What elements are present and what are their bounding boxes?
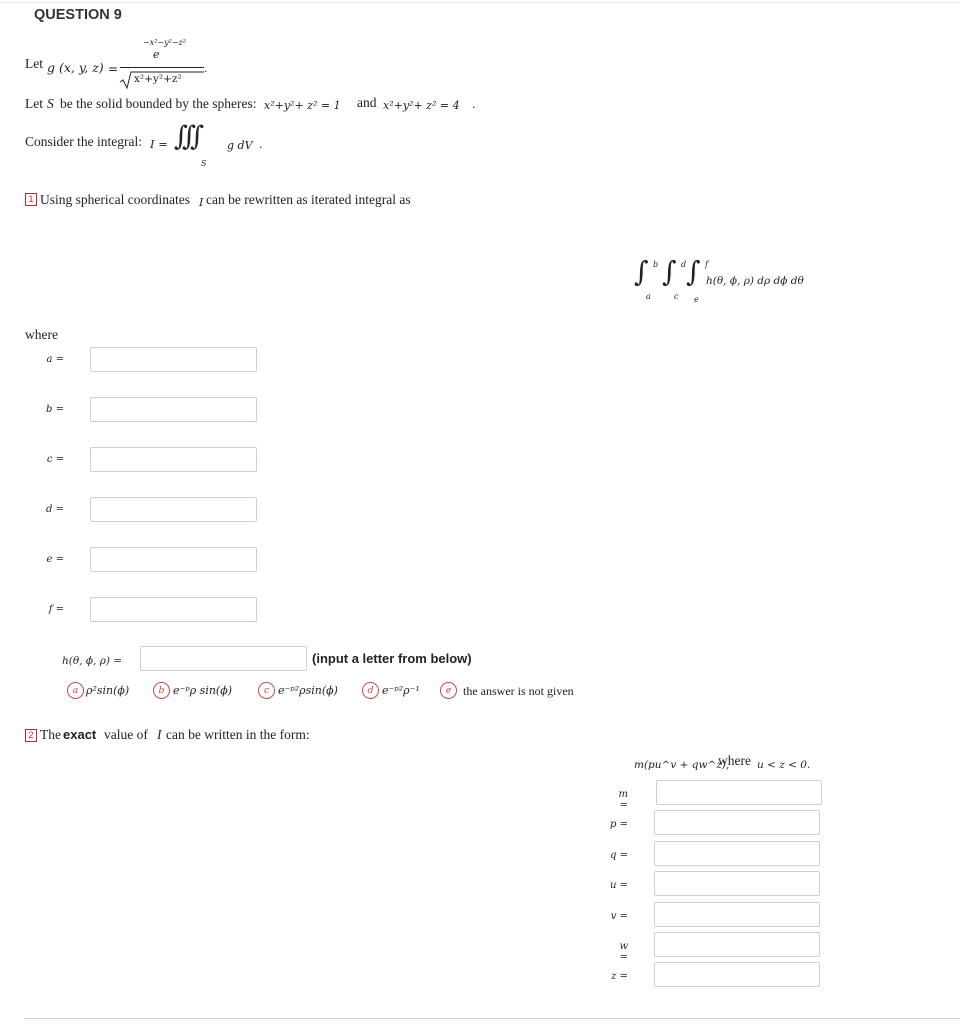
field-m-input[interactable] bbox=[656, 780, 822, 805]
where-label: where bbox=[25, 327, 58, 342]
part-1-badge: 1 bbox=[25, 193, 37, 206]
let-label: Let bbox=[25, 56, 43, 71]
answer-form: m(pu^v + qw^z), bbox=[634, 759, 730, 771]
definition-end: . bbox=[204, 62, 208, 75]
option-e-circle: e bbox=[440, 682, 457, 699]
integral-phi-icon: ∫ bbox=[662, 255, 677, 288]
fraction-bar bbox=[120, 67, 204, 68]
field-z-label: z = bbox=[611, 971, 628, 982]
field-p-input[interactable] bbox=[654, 810, 820, 835]
integral-prefix: Consider the integral: bbox=[25, 134, 142, 149]
option-c-text: e⁻ᵖ²ρsin(ϕ) bbox=[278, 684, 338, 697]
field-d-input[interactable] bbox=[90, 497, 257, 522]
field-w-label: w = bbox=[619, 941, 628, 963]
exp-power: −x²−y²−z² bbox=[143, 38, 186, 47]
part-2-text-a: The bbox=[40, 727, 61, 742]
field-b-label: b = bbox=[46, 404, 64, 415]
option-a-text: ρ²sin(ϕ) bbox=[86, 684, 130, 697]
field-p-label: p = bbox=[610, 819, 628, 830]
field-f-input[interactable] bbox=[90, 597, 257, 622]
field-d-label: d = bbox=[46, 504, 64, 515]
field-u-label: u = bbox=[610, 880, 628, 891]
sphere-2: x²+y²+ z² = 4 bbox=[383, 99, 460, 112]
integral-lhs: I = bbox=[150, 137, 168, 151]
field-f-label: f = bbox=[48, 604, 64, 615]
field-e-input[interactable] bbox=[90, 547, 257, 572]
solid-end: . bbox=[472, 98, 476, 111]
field-v-input[interactable] bbox=[654, 902, 820, 927]
solid-text: be the solid bounded by the spheres: bbox=[60, 96, 257, 111]
exp-base: e bbox=[153, 48, 160, 61]
limit-b: b bbox=[653, 260, 659, 269]
field-e-label: e = bbox=[46, 554, 64, 565]
field-a-input[interactable] bbox=[90, 347, 257, 372]
h-input[interactable] bbox=[140, 646, 307, 671]
part-2-badge: 2 bbox=[25, 729, 37, 742]
answer-form-where: where bbox=[718, 753, 751, 768]
field-v-label: v = bbox=[610, 911, 628, 922]
triple-integral-icon: ∫∫∫ bbox=[174, 121, 199, 152]
h-label: h(θ, ϕ, ρ) = bbox=[62, 655, 123, 667]
integral-region: S bbox=[201, 159, 207, 168]
bottom-divider bbox=[24, 1018, 960, 1019]
part-1-text-b: can be rewritten as iterated integral as bbox=[206, 192, 411, 207]
iterated-integrand: h(θ, ϕ, ρ) dρ dϕ dθ bbox=[706, 275, 804, 287]
field-w-input[interactable] bbox=[654, 932, 820, 957]
part-2-text-b: value of bbox=[104, 727, 148, 742]
option-b-text: e⁻ᵖρ sin(ϕ) bbox=[173, 684, 233, 697]
h-hint: (input a letter from below) bbox=[312, 651, 472, 666]
part-1-var: I bbox=[199, 196, 204, 209]
part-2-text-c: can be written in the form: bbox=[166, 727, 310, 742]
option-d-text: e⁻ᵖ²ρ⁻¹ bbox=[382, 684, 420, 697]
limit-d: d bbox=[681, 260, 687, 269]
limit-c: c bbox=[674, 292, 679, 301]
answer-form-condition: u < z < 0. bbox=[757, 759, 811, 771]
limit-e: e bbox=[694, 295, 699, 304]
option-d-circle: d bbox=[362, 682, 379, 699]
option-e-text: the answer is not given bbox=[463, 684, 574, 698]
integral-integrand: g dV bbox=[227, 139, 253, 152]
sphere-1: x²+y²+ z² = 1 bbox=[264, 99, 341, 112]
limit-f: f bbox=[705, 260, 708, 269]
question-title: QUESTION 9 bbox=[34, 7, 122, 23]
field-z-input[interactable] bbox=[654, 962, 820, 987]
limit-a: a bbox=[646, 292, 651, 301]
part-1-text-a: Using spherical coordinates bbox=[40, 192, 190, 207]
g-function: g (x, y, z) bbox=[47, 60, 104, 75]
integral-end: . bbox=[259, 138, 263, 151]
part-2-bold: exact bbox=[63, 727, 97, 742]
option-b-circle: b bbox=[153, 682, 170, 699]
field-c-label: c = bbox=[46, 454, 64, 465]
field-b-input[interactable] bbox=[90, 397, 257, 422]
g-equals: = bbox=[108, 62, 119, 76]
part-2-var: I bbox=[157, 727, 162, 742]
field-m-label: m = bbox=[618, 789, 628, 811]
field-a-label: a = bbox=[46, 354, 64, 365]
option-c-circle: c bbox=[258, 682, 275, 699]
field-c-input[interactable] bbox=[90, 447, 257, 472]
option-a-circle: a bbox=[67, 682, 84, 699]
field-u-input[interactable] bbox=[654, 871, 820, 896]
field-q-label: q = bbox=[610, 850, 628, 861]
integral-theta-icon: ∫ bbox=[634, 255, 649, 288]
integral-rho-icon: ∫ bbox=[686, 255, 701, 288]
solid-let: Let bbox=[25, 96, 43, 111]
denominator: x²+y²+z² bbox=[134, 73, 182, 85]
solid-and: and bbox=[357, 95, 377, 110]
solid-s: S bbox=[47, 96, 54, 111]
field-q-input[interactable] bbox=[654, 841, 820, 866]
top-divider bbox=[0, 2, 960, 3]
